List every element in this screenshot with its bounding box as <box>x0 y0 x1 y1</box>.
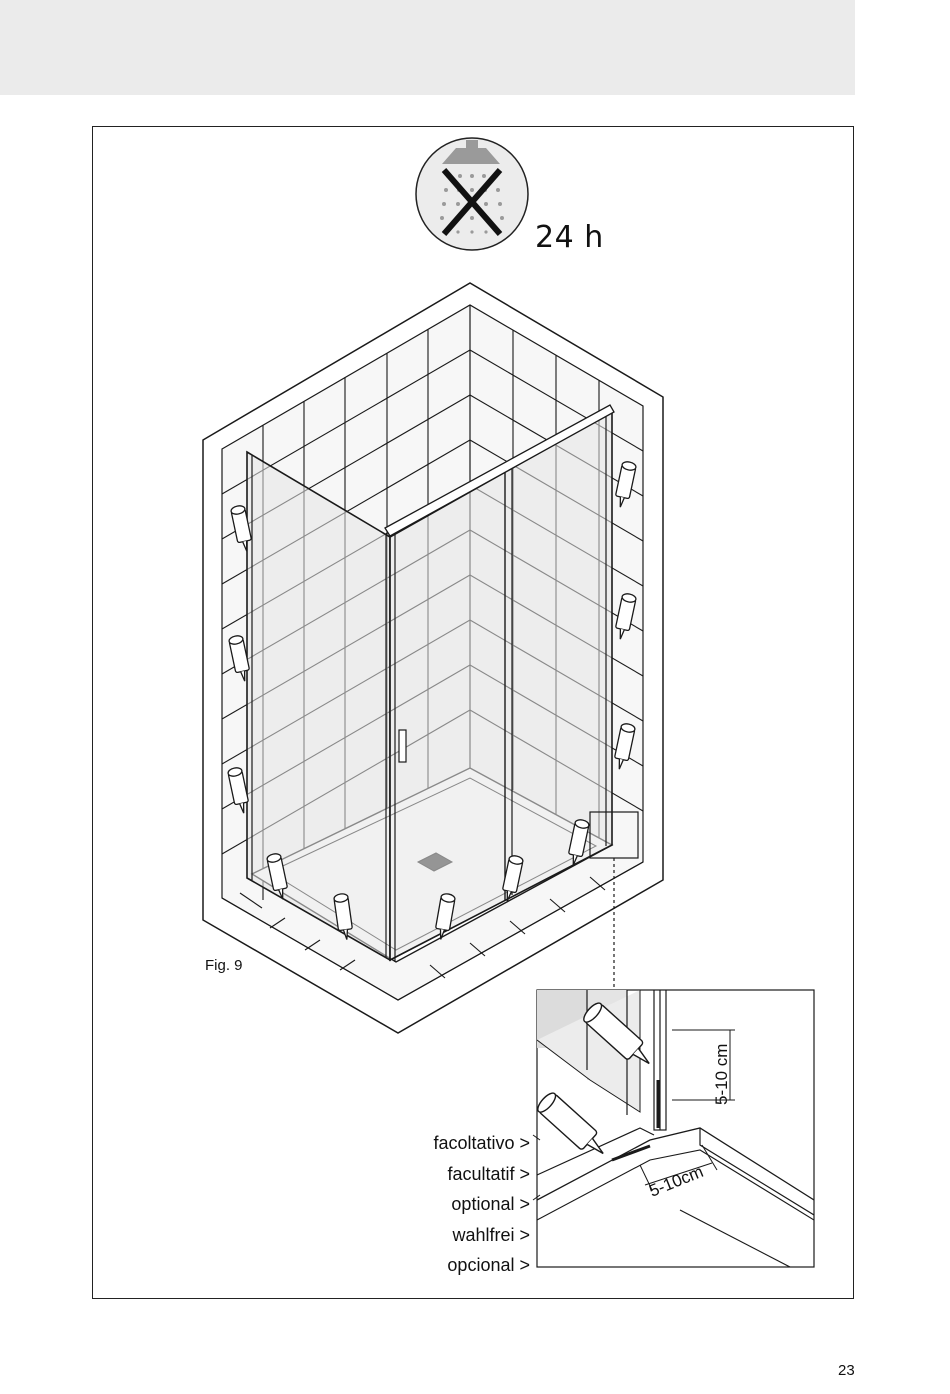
option-label-en: optional > <box>451 1194 530 1214</box>
horizontal-dimension-label: 5-10cm <box>646 1161 707 1201</box>
page-number: 23 <box>838 1362 855 1379</box>
option-label-de: wahlfrei > <box>452 1224 530 1245</box>
vertical-dimension-label: 5-10 cm <box>712 1043 731 1105</box>
option-label-es: opcional > <box>447 1255 530 1275</box>
option-label-it: facoltativo > <box>433 1133 530 1153</box>
figure-label: Fig. 9 <box>205 957 243 974</box>
no-shower-icon <box>416 138 528 250</box>
option-label-fr: facultatif > <box>447 1163 530 1184</box>
shower-enclosure-drawing <box>203 283 663 1033</box>
optional-labels-list <box>433 1128 530 1281</box>
detail-inset <box>533 990 814 1267</box>
duration-label: 24 h <box>535 220 604 255</box>
